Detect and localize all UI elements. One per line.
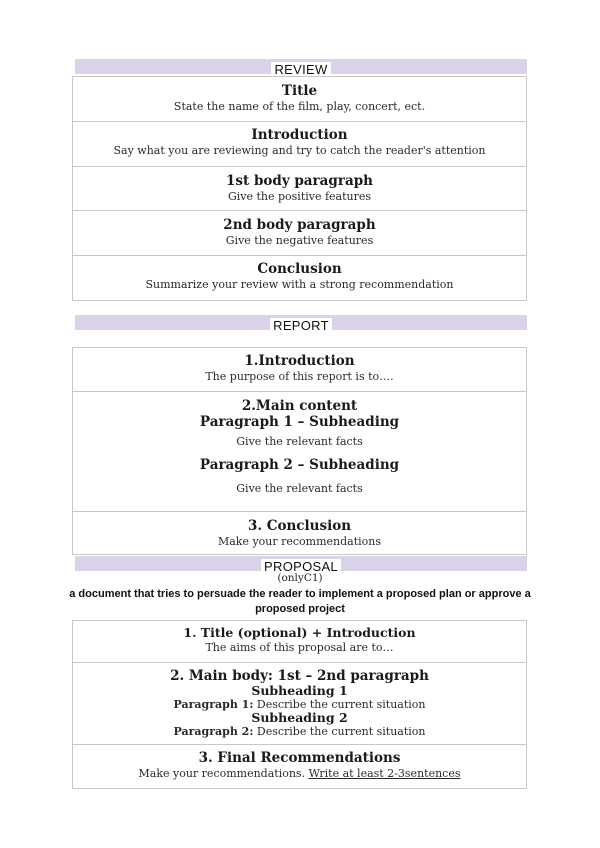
row-text: State the name of the film, play, concert, ect. [173, 100, 426, 113]
review-header-band [75, 59, 527, 77]
row-heading: 2nd body paragraph [223, 217, 376, 233]
review-row-conclusion [73, 256, 526, 300]
row-heading: 3. Final Recommendations [198, 750, 401, 766]
subheading-2: Paragraph 2 – Subheading [199, 457, 400, 473]
row-text: Say what you are reviewing and try to catch the reader's attention [113, 144, 486, 157]
subheading-1: Paragraph 1 – Subheading [199, 414, 400, 430]
paragraph-2-label: Paragraph 2: [173, 725, 254, 738]
row-heading: 3. Conclusion [247, 518, 352, 534]
row-heading: Conclusion [257, 261, 342, 277]
review-table [72, 76, 527, 301]
row-text: Make your recommendations. [138, 767, 309, 780]
report-table [72, 347, 527, 555]
paragraph-1-label: Paragraph 1: [173, 698, 254, 711]
review-header: REVIEW [271, 62, 330, 77]
report-row-introduction [73, 348, 526, 392]
paragraph-1-text: Describe the current situation [253, 698, 426, 711]
row-text: Summarize your review with a strong recommendation [145, 278, 454, 291]
row-heading: Title [281, 83, 318, 99]
paragraph-2-line [73, 725, 526, 738]
proposal-description: a document that tries to persuade the reader to implement a proposed plan or approve a proposed project [69, 588, 531, 615]
report-row-conclusion [73, 512, 526, 554]
review-row-title [73, 77, 526, 122]
row-text: Give the negative features [225, 234, 374, 247]
row-text-line [73, 766, 526, 781]
row-text: The purpose of this report is to…. [205, 370, 394, 383]
row-heading: 1.Introduction [244, 353, 355, 369]
proposal-row-final [73, 745, 526, 788]
proposal-header: PROPOSAL [261, 559, 341, 574]
proposal-level: (onlyC1) [277, 572, 323, 584]
row-text-2: Give the relevant facts [236, 482, 363, 495]
row-heading: 1st body paragraph [226, 173, 373, 189]
review-row-introduction [73, 122, 526, 167]
subheading-2: Subheading 2 [251, 710, 348, 725]
report-row-main-content [73, 392, 526, 512]
row-text-1: Give the relevant facts [236, 435, 363, 448]
report-header-band [75, 315, 527, 333]
underlined-text: Write at least 2-3sentences [308, 767, 461, 780]
review-row-body-1 [73, 167, 526, 211]
proposal-header-band [75, 556, 527, 574]
row-text: Give the positive features [227, 190, 372, 203]
row-heading: 2. Main body: 1st – 2nd paragraph [170, 668, 429, 684]
report-header: REPORT [270, 318, 332, 333]
row-text: Make your recommendations [217, 535, 382, 548]
subheading-1: Subheading 1 [251, 683, 348, 698]
paragraph-2-text: Describe the current situation [253, 725, 426, 738]
review-row-body-2 [73, 211, 526, 256]
proposal-row-introduction [73, 621, 526, 663]
proposal-row-main-body [73, 663, 526, 745]
proposal-table [72, 620, 527, 789]
row-heading: 1. Title (optional) + Introduction [183, 625, 416, 640]
row-text: The aims of this proposal are to… [205, 641, 394, 654]
row-heading: Introduction [251, 127, 348, 143]
row-heading: 2.Main content [241, 398, 358, 414]
